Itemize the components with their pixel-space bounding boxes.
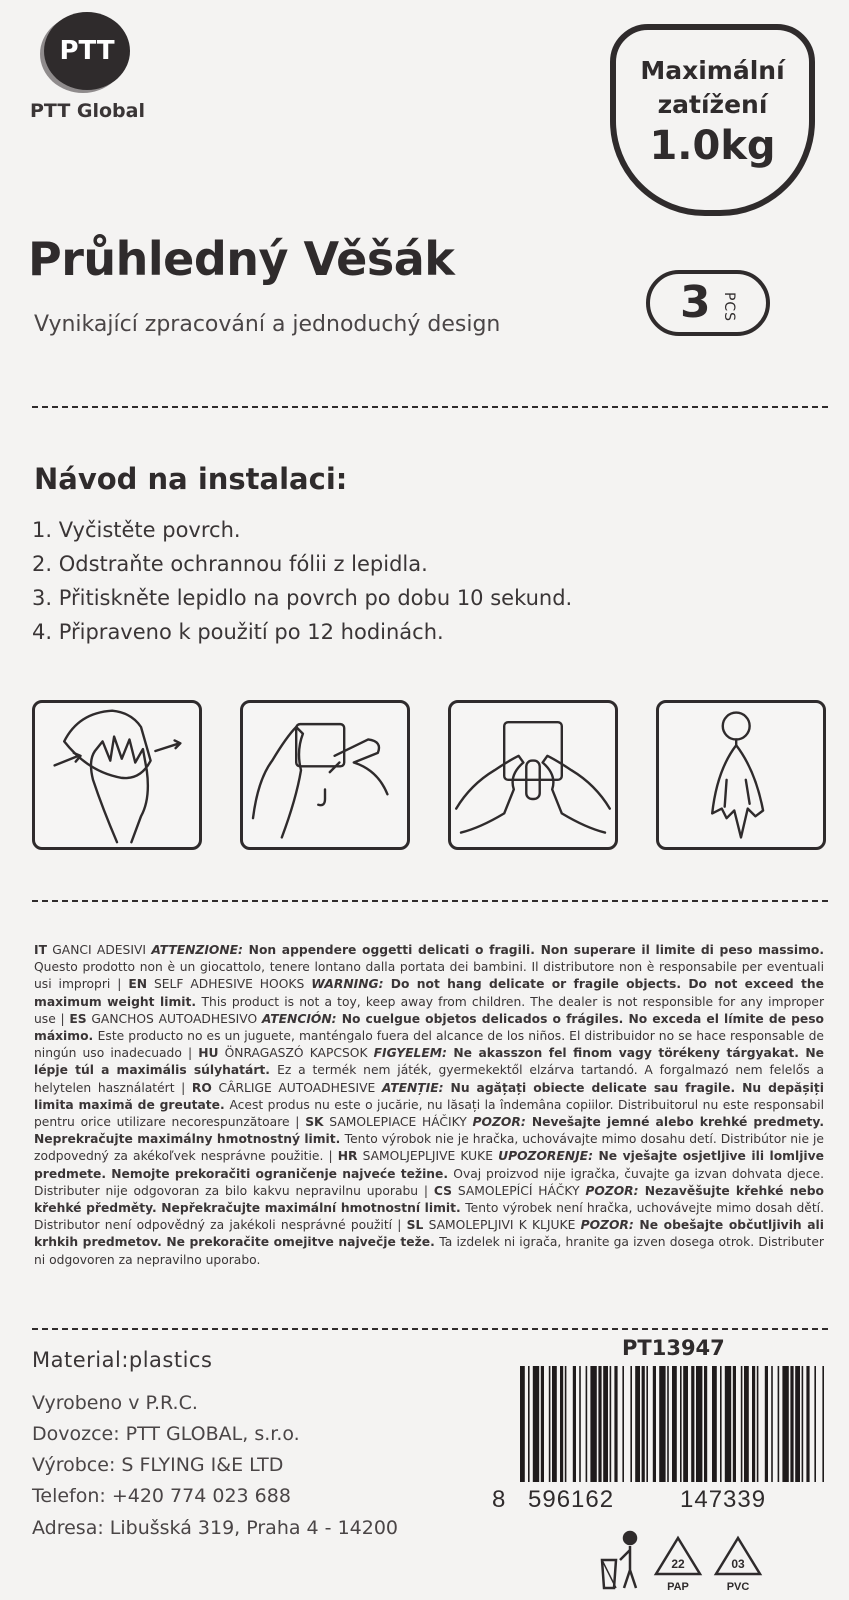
barcode-bar [683,1366,688,1482]
warning-lang-code: IT [34,943,47,957]
warning-label: UPOZORENJE: [498,1149,593,1164]
brand-logo [44,12,130,90]
warning-label: POZOR: [585,1183,639,1198]
barcode-bar [744,1366,749,1482]
barcode-bar [720,1366,722,1482]
warning-label: WARNING: [311,977,384,992]
warning-label: POZOR: [472,1115,526,1130]
barcode-bar [610,1366,612,1482]
barcode-bar [598,1366,601,1482]
warning-lang-code: ES [69,1011,87,1026]
barcode-bar [590,1366,596,1482]
clean-surface-icon [35,703,199,847]
barcode-bar [533,1366,539,1482]
warning-lang-code: RO [191,1080,212,1095]
divider [32,900,828,902]
barcode-bar [802,1366,804,1482]
barcode-bar [667,1366,669,1482]
warning-product: SAMOLEPÍCÍ HÁČKY [452,1183,586,1198]
barcode-bar [712,1366,717,1482]
barcode-bar [579,1366,581,1482]
pap-number: 22 [671,1557,685,1571]
barcode-digit-first: 8 [492,1486,506,1513]
info-line: Výrobce: S FLYING I&E LTD [32,1454,284,1476]
warning-lang-code: EN [128,977,148,992]
install-step: 1. Vyčistěte povrch. [32,518,241,542]
install-step: 2. Odstraňte ochrannou fólii z lepidla. [32,552,428,576]
barcode-bar [691,1366,694,1482]
barcode-bar [549,1366,551,1482]
barcode-bar [635,1366,640,1482]
warning-label: POZOR: [580,1218,634,1233]
info-line: Telefon: +420 774 023 688 [32,1485,291,1507]
warning-product: SAMOLEPLJIVI K KLJUKE [423,1218,581,1233]
barcode-bar [642,1366,645,1482]
barcode-bar [795,1366,800,1482]
warning-product: ÖNRAGASZÓ KAPCSOK [218,1046,374,1061]
warning-bold: Ne obešajte občutljivih ali krhkih predmetov. Ne prekoračite omejitve največje teže. [34,1218,824,1250]
warning-product: GANCI ADESIVI [46,943,152,957]
barcode-bar [704,1366,707,1482]
install-step: 4. Připraveno k použití po 12 hodinách. [32,620,444,644]
max-load-badge [610,24,815,216]
barcode-bar [646,1366,648,1482]
warning-label: ATTENZIONE: [151,943,243,957]
pap-label: PAP [667,1581,689,1593]
barcode-bar [630,1366,632,1482]
warning-bold: Non appendere oggetti delicati o fragili. Non superare il limite di peso massimo. [242,943,824,957]
divider [32,406,828,408]
warning-text: Acest produs nu este o jucărie, nu lăsați la îndemâna copiilor. Distribuitorul nu este responsabil pentru orice utilizare necorespunzătoare [34,1097,824,1130]
pack-unit: PCS [721,291,738,323]
trash-bin-icon [602,1532,636,1588]
barcode-digits-right: 147339 [680,1486,767,1513]
pack-count: 3 [680,277,711,328]
barcode-bar [528,1366,530,1482]
barcode-bar [622,1366,624,1482]
warning-lang-code: HR [337,1149,358,1164]
warning-bold: Nevešajte jemné alebo krehké predmety. Neprekračujte maximálny hmotnostný limit. [34,1115,824,1147]
press-adhesive-icon [451,703,615,847]
product-code: PT13947 [622,1336,725,1360]
clean-surface-illustration [32,700,202,850]
barcode-bar [614,1366,617,1482]
barcode-bar [778,1366,780,1482]
barcode-bar [696,1366,702,1482]
barcode-digits-left: 596162 [528,1486,615,1513]
recycling-marks [598,1530,818,1596]
max-load-line1: Maximální [640,56,785,85]
product-subtitle: Vynikající zpracování a jednoduchý design [34,312,501,337]
barcode-bar [782,1366,788,1482]
barcode-bar [603,1366,608,1482]
peel-film-illustration [240,700,410,850]
pvc-number: 03 [731,1557,745,1571]
barcode [520,1366,826,1482]
warning-bold: Ne vješajte osjetljive ili lomljive predmete. Nemojte prekoračiti ograničenje najveće težine. [34,1149,824,1181]
hang-towel-illustration [656,700,826,850]
warning-product: SAMOLEPIACE HÁČIKY [323,1115,473,1130]
barcode-bar [541,1366,544,1482]
warning-product: SAMOLJEPLJIVE KUKE [357,1149,499,1164]
warning-text: Tento výrobok nie je hračka, uchovávajte mimo dosahu detí. Distribútor nie je zodpovedný za akékoľvek nesprávne použitie. [34,1132,824,1164]
material: Material:plastics [32,1348,213,1372]
barcode-bar [725,1366,731,1482]
warning-text: Tento výrobek není hračka, uchovávejte mimo dosah dětí. Distributor není odpovědný za jakékoli nesprávné použití [34,1201,825,1233]
press-adhesive-illustration [448,700,618,850]
barcode-bar [573,1366,576,1482]
warning-product: GANCHOS AUTOADHESIVO [86,1011,262,1026]
barcode-bar [822,1366,824,1482]
barcode-bar [552,1366,557,1482]
warning-text: Questo prodotto non è un giocattolo, tenere lontano dalla portata dei bambini. Il distributore non è responsabile per eventuali usi impropri [34,960,824,992]
max-load-value: 1.0kg [649,123,776,169]
barcode-bar [659,1366,665,1482]
barcode-bar [672,1366,677,1482]
warning-lang-code: CS [433,1183,453,1198]
warning-text: This product is not a toy, keep away from children. The dealer is not responsible for any improper use [34,994,824,1026]
barcode-bar [790,1366,793,1482]
warning-lang-code: SL [406,1218,424,1233]
max-load-line2: zatížení [657,90,768,119]
warning-label: ATENCIÓN: [261,1011,337,1026]
warning-bold: No cuelgue objetos delicados o frágiles. No exceda el límite de peso máximo. [34,1011,824,1044]
info-line: Dovozce: PTT GLOBAL, s.r.o. [32,1423,300,1445]
barcode-bar [806,1366,809,1482]
barcode-bar [565,1366,567,1482]
product-title: Průhledný Věšák [28,232,455,286]
logo-text: PTT [59,36,115,66]
barcode-digits [492,1486,832,1514]
warning-bold: Do not hang delicate or fragile objects. Do not exceed the maximum weight limit. [34,977,824,1009]
barcode-bar [741,1366,743,1482]
multilingual-warning: IT GANCI ADESIVI ATTENZIONE: Non appendere oggetti delicati o fragili. Non superare il limite di peso massimo. Questo prodotto non è un giocattolo, tenere lontano dalla portata dei bambini. Il distributore non è responsabile per eventuali usi impropri | EN SELF ADHESIVE HOOKS WARNING: Do not hang delicate or fragile objects. Do not exceed the maximum weight limit. This product is not a toy, keep away from children. The dealer is not responsible for any improper use | ES GANCHOS AUTOADHESIVO ATENCIÓN: No cuelgue objetos delicados o frágiles. No exceda el límite de peso máximo. Este producto no es un juguete, manténgalo fuera del alcance de los niños. El distribuidor no se hace responsable de ningún uso inadecuado | HU ÖNRAGASZÓ KAPCSOK FIGYELEM: Ne akasszon fel finom vagy törékeny tárgyakat. Ne lépje túl a maximális súlyhatárt. Ez a termék nem játék, gyermekektől elzárva tartandó. A forgalmazó nem felelős a helytelen használatért | RO CÂRLIGE AUTOADHESIVE ATENȚIE: Nu agățați obiecte delicate sau fragile. Nu depășiți limita maximă de greutate. Acest produs nu este o jucărie, nu lăsați la îndemâna copiilor. Distribuitorul nu este responsabil pentru orice utilizare necorespunzătoare | SK SAMOLEPIACE HÁČIKY POZOR: Nevešajte jemné alebo krehké predmety. Neprekračujte maximálny hmotnostný limit. Tento výrobok nie je hračka, uchovávajte mimo dosahu detí. Distribútor nie je zodpovedný za akékoľvek nesprávne použitie. | HR SAMOLJEPLJIVE KUKE UPOZORENJE: Ne vješajte osjetljive ili lomljive predmete. Nemojte prekoračiti ograničenje najveće težine. Ovaj proizvod nije igračka, čuvajte ga izvan dohvata djece. Distributer nije odgovoran za bilo kakvu nepravilnu uporabu | CS SAMOLEPÍCÍ HÁČKY POZOR: Nezavěšujte křehké nebo křehké předměty. Nepřekračujte maximální hmotnostní limit. Tento výrobek není hračka, uchovávejte mimo dosah dětí. Distributor není odpovědný za jakékoli nesprávné použití | SL SAMOLEPLJIVI K KLJUKE POZOR: Ne obešajte občutljivih ali krhkih predmetov. Ne prekoračite omejitve največje teže. Ta izdelek ni igrača, hranite ga izven dosega otrok. Distributer ni odgovoren za nepravilno uporabo. [34,943,825,1267]
warning-text: Este producto no es un juguete, manténgalo fuera del alcance de los niños. El distribuidor no se hace responsable de ningún uso inadecuado [34,1029,824,1061]
brand-name: PTT Global [30,100,145,122]
warning-label: ATENȚIE: [381,1080,444,1095]
warning-text: Ez a termék nem játék, gyermekektől elzárva tartandó. A forgalmazó nem felelős a helytelen használatért [34,1063,824,1095]
warning-text: Ovaj proizvod nije igračka, čuvajte ga izvan dohvata djece. Distributer nije odgovoran za bilo kakvu nepravilnu uporabu [34,1166,824,1198]
warning-lang-code: SK [305,1115,324,1130]
info-line: Vyrobeno v P.R.C. [32,1392,198,1414]
barcode-bar [765,1366,768,1482]
warning-lang-code: HU [198,1046,219,1061]
barcode-bar [733,1366,736,1482]
warning-text: Ta izdelek ni igrača, hranite ga izven dosega otrok. Distributer ni odgovoren za nepravilno uporabo. [34,1235,824,1267]
warning-bold: Nezavěšujte křehké nebo křehké předměty. Nepřekračujte maximální hmotnostní limit. [34,1183,824,1216]
barcode-bar [520,1366,525,1482]
warning-label: FIGYELEM: [373,1046,447,1061]
install-heading: Návod na instalaci: [34,462,348,496]
barcode-bar [653,1366,656,1482]
barcode-bar [586,1366,588,1482]
barcode-bar [757,1366,759,1482]
info-line: Adresa: Libušská 319, Praha 4 - 14200 [32,1517,399,1539]
divider [32,1328,828,1330]
hang-towel-icon [659,703,823,847]
barcode-bar [680,1366,682,1482]
peel-film-icon [243,703,407,847]
warning-bold: Nu agățați obiecte delicate sau fragile. Nu depășiți limita maximă de greutate. [34,1080,824,1112]
warning-product: CÂRLIGE AUTOADHESIVE [211,1080,382,1095]
warning-product: SELF ADHESIVE HOOKS [147,977,312,992]
install-step: 3. Přitiskněte lepidlo na povrch po dobu 10 sekund. [32,586,573,610]
warning-bold: Ne akasszon fel finom vagy törékeny tárgyakat. Ne lépje túl a maximális súlyhatárt. [34,1046,824,1078]
barcode-bar [771,1366,773,1482]
pack-count-badge [646,270,770,336]
barcode-bar [752,1366,755,1482]
pvc-label: PVC [726,1581,750,1593]
barcode-bar [814,1366,816,1482]
barcode-bar [560,1366,563,1482]
